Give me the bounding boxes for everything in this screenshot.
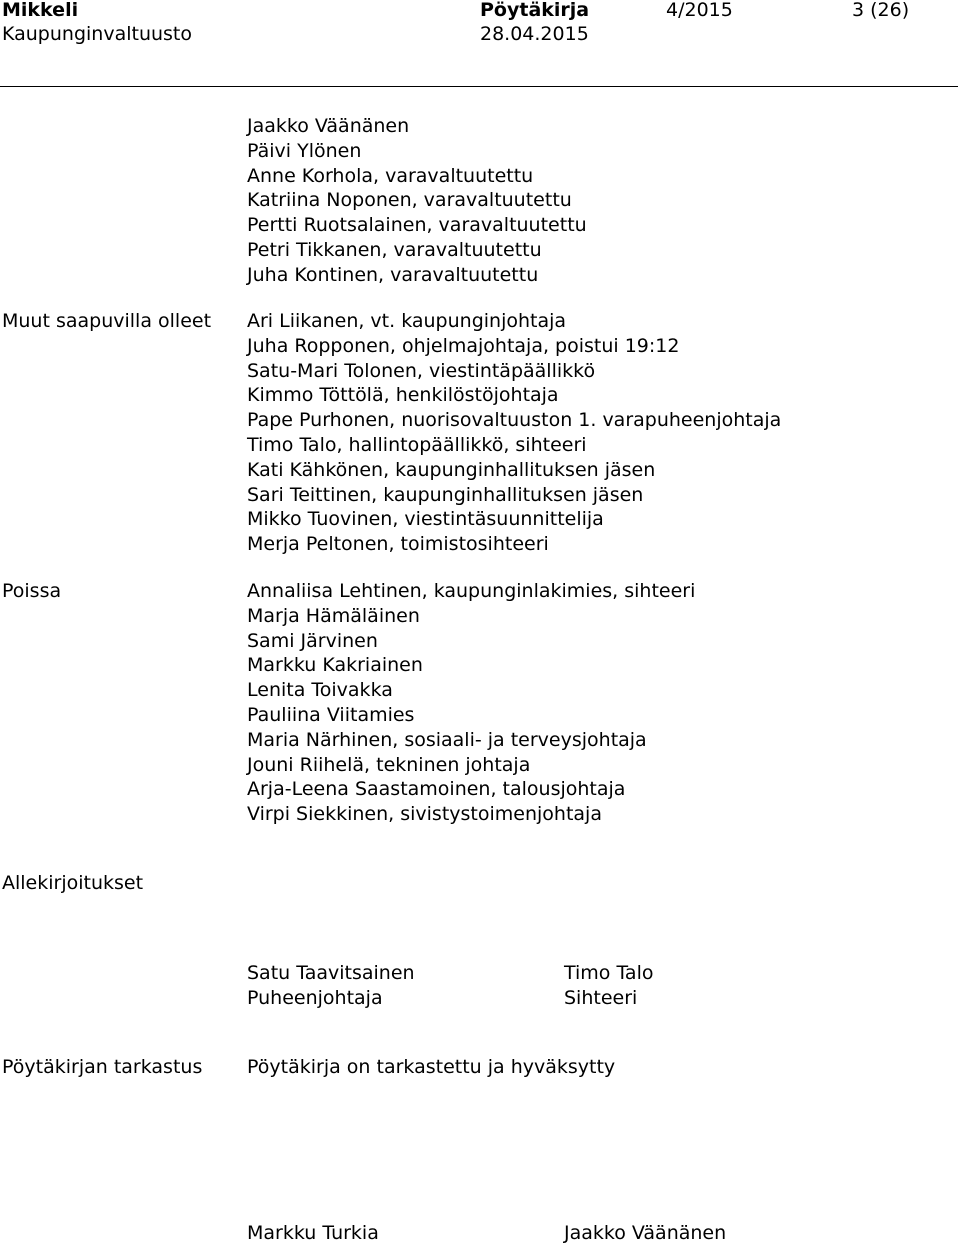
list-item: Juha Ropponen, ohjelmajohtaja, poistui 19:12 [247, 334, 680, 357]
list-item: Markku Kakriainen [247, 654, 423, 677]
review-text: Pöytäkirja on tarkastettu ja hyväksytty [247, 1056, 616, 1078]
absent-list [247, 579, 695, 827]
list-item: Jaakko Väänänen [247, 115, 410, 137]
members-list [247, 114, 587, 288]
header-city: Mikkeli [2, 0, 79, 21]
list-item: Virpi Siekkinen, sivistystoimenjohtaja [247, 803, 602, 826]
list-item: Juha Kontinen, varavaltuutettu [247, 263, 539, 286]
list-item: Sari Teittinen, kaupunginhallituksen jäsen [247, 483, 644, 506]
review-label: Pöytäkirjan tarkastus [2, 1056, 203, 1078]
list-item: Pertti Ruotsalainen, varavaltuutettu [247, 214, 587, 237]
list-item: Kati Kähkönen, kaupunginhallituksen jäsen [247, 458, 656, 481]
list-item: Anne Korhola, varavaltuutettu [247, 164, 534, 187]
list-item: Marja Hämäläinen [247, 604, 420, 627]
header-number: 4/2015 [666, 0, 733, 21]
list-item: Mikko Tuovinen, viestintäsuunnittelija [247, 508, 604, 531]
list-item: Timo Talo, hallintopäällikkö, sihteeri [247, 433, 587, 456]
secretary-role: Sihteeri [564, 987, 638, 1009]
chair-name: Satu Taavitsainen [247, 962, 415, 984]
list-item: Annaliisa Lehtinen, kaupunginlakimies, sihteeri [247, 580, 696, 602]
list-item: Satu-Mari Tolonen, viestintäpäällikkö [247, 359, 596, 382]
signatures-label: Allekirjoitukset [2, 872, 144, 894]
header-page: 3 (26) [852, 0, 910, 21]
others-present-label: Muut saapuvilla olleet [2, 310, 212, 332]
secretary-name: Timo Talo [564, 962, 654, 984]
list-item: Kimmo Töttölä, henkilöstöjohtaja [247, 384, 559, 407]
header-body: Kaupunginvaltuusto [2, 23, 193, 45]
list-item: Lenita Toivakka [247, 679, 393, 702]
absent-label: Poissa [2, 580, 62, 602]
header-date: 28.04.2015 [480, 23, 589, 45]
header-divider [0, 86, 958, 87]
list-item: Pape Purhonen, nuorisovaltuuston 1. varapuheenjohtaja [247, 409, 782, 432]
header-doc-type: Pöytäkirja [480, 0, 590, 21]
list-item: Maria Närhinen, sosiaali- ja terveysjohtaja [247, 728, 647, 751]
list-item: Sami Järvinen [247, 629, 378, 652]
list-item: Päivi Ylönen [247, 139, 362, 162]
chair-role: Puheenjohtaja [247, 987, 383, 1009]
list-item: Merja Peltonen, toimistosihteeri [247, 533, 549, 556]
list-item: Jouni Riihelä, tekninen johtaja [247, 753, 531, 776]
reviewer-1-name: Markku Turkia [247, 1222, 379, 1244]
list-item: Ari Liikanen, vt. kaupunginjohtaja [247, 310, 567, 332]
others-present-list [247, 309, 781, 557]
list-item: Arja-Leena Saastamoinen, talousjohtaja [247, 778, 626, 801]
list-item: Katriina Noponen, varavaltuutettu [247, 189, 572, 212]
list-item: Petri Tikkanen, varavaltuutettu [247, 238, 542, 261]
reviewer-2-name: Jaakko Väänänen [564, 1222, 727, 1244]
list-item: Pauliina Viitamies [247, 703, 415, 726]
